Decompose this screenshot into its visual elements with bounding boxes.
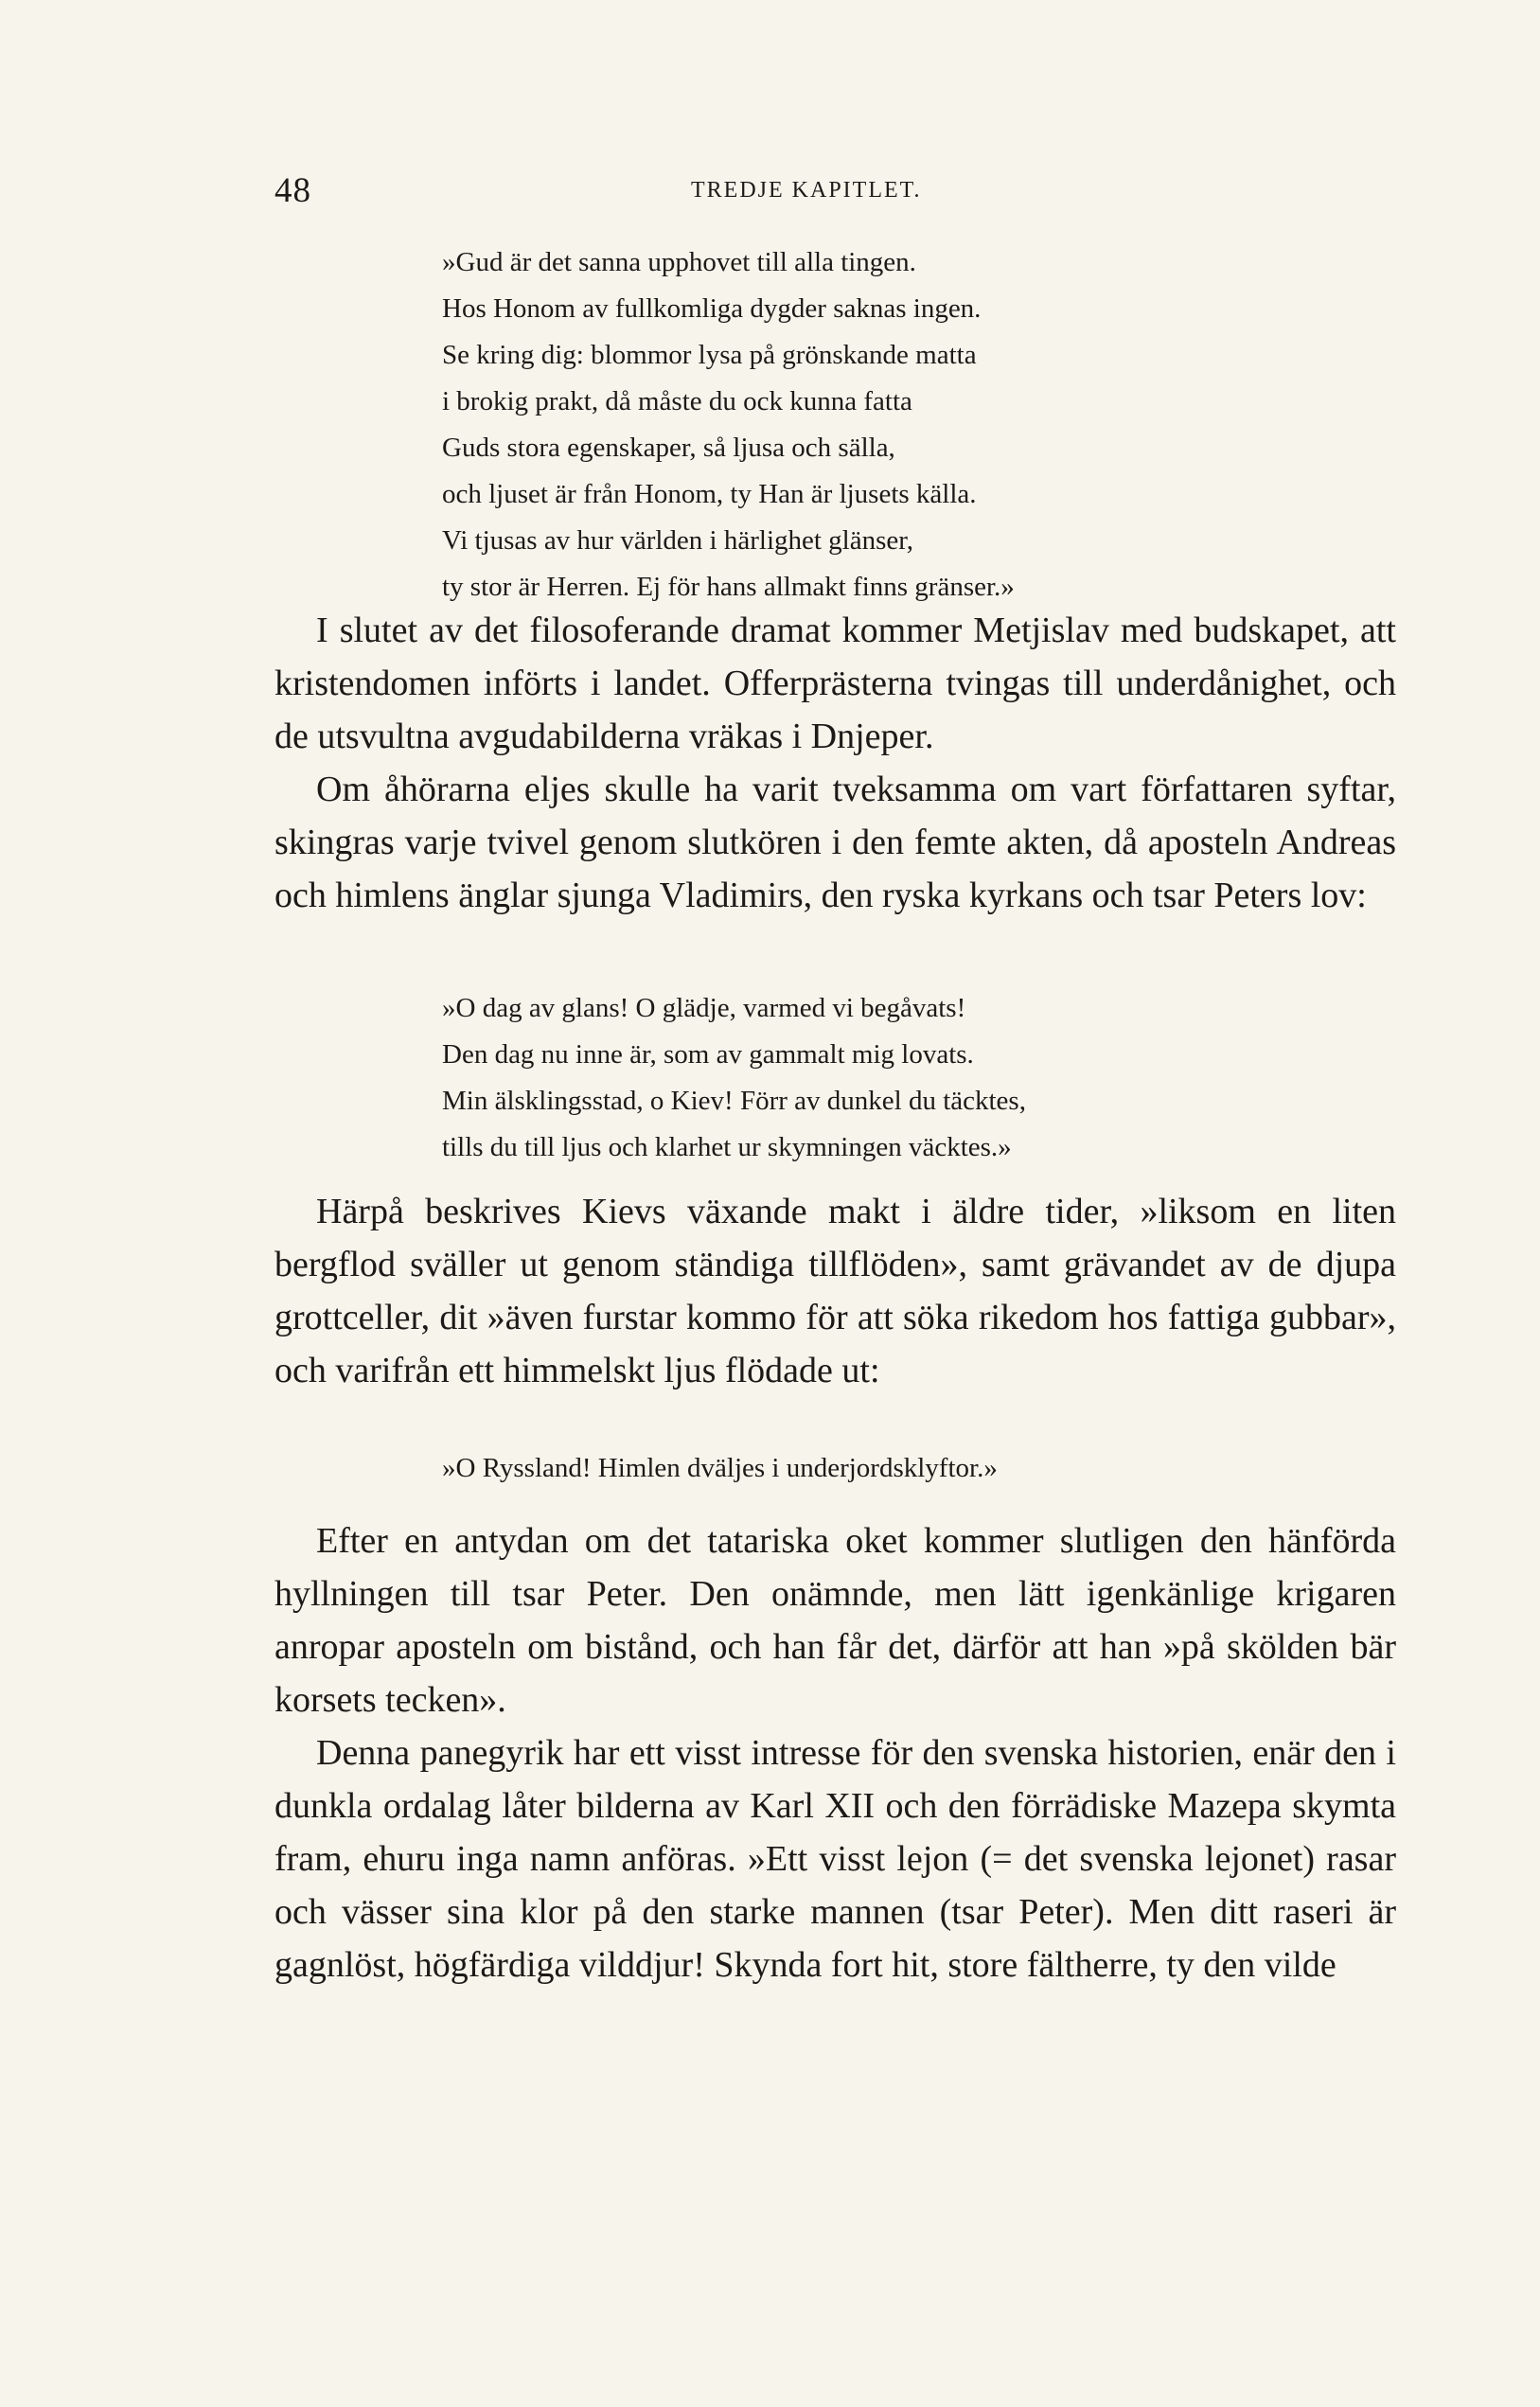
running-title: TREDJE KAPITLET. xyxy=(691,178,922,203)
page-header xyxy=(274,170,1230,227)
verse-block-2 xyxy=(442,985,1026,1171)
verse-line: »O dag av glans! O glädje, varmed vi begåvats! xyxy=(442,993,966,1023)
verse-line: Vi tjusas av hur världen i härlighet glänser, xyxy=(442,525,914,556)
verse-line: ty stor är Herren. Ej för hans allmakt finns gränser.» xyxy=(442,572,1015,602)
paragraph: Härpå beskrives Kievs växande makt i äldre tider, »liksom en liten bergflod sväller ut genom ständiga tillflöden», samt grävandet av de djupa grottceller, dit »även furstar kommo för att söka rikedom hos fattiga gubbar», och varifrån ett himmelskt ljus flödade ut: xyxy=(274,1192,1396,1390)
verse-line: Min älsklingsstad, o Kiev! Förr av dunkel du täcktes, xyxy=(442,1086,1026,1116)
verse-line: Hos Honom av fullkomliga dygder saknas ingen. xyxy=(442,293,982,324)
verse-line: i brokig prakt, då måste du ock kunna fatta xyxy=(442,386,912,416)
verse-line: »Gud är det sanna upphovet till alla tingen. xyxy=(442,247,916,277)
verse-line: Den dag nu inne är, som av gammalt mig lovats. xyxy=(442,1039,974,1070)
verse-line: Se kring dig: blommor lysa på grönskande matta xyxy=(442,340,977,370)
paragraph: I slutet av det filosoferande dramat kommer Metjislav med budskapet, att kristendomen införts i landet. Offerprästerna tvingas till underdånighet, och de utsvultna avgudabilderna vräkas i Dnjeper. xyxy=(274,611,1396,756)
page-number: 48 xyxy=(274,171,311,210)
paragraph: Denna panegyrik har ett visst intresse för den svenska historien, enär den i dunkla ordalag låter bilderna av Karl XII och den förrädiske Mazepa skymta fram, ehuru inga namn anföras. »Ett visst lejon (= det svenska lejonet) rasar och vässer sina klor på den starke mannen (tsar Peter). Men ditt raseri är gagnlöst, högfärdiga vilddjur! Skynda fort hit, store fältherre, ty den vilde xyxy=(274,1733,1396,1985)
verse-line: och ljuset är från Honom, ty Han är ljusets källa. xyxy=(442,479,977,509)
verse-block-1 xyxy=(442,239,1015,611)
paragraph: Om åhörarna eljes skulle ha varit tveksamma om vart författaren syftar, skingras varje tvivel genom slutkören i den femte akten, då aposteln Andreas och himlens änglar sjunga Vladimirs, den ryska kyrkans och tsar Peters lov: xyxy=(274,770,1396,915)
paragraph: Efter en antydan om det tatariska oket kommer slutligen den hänförda hyllningen till tsar Peter. Den onämnde, men lätt igenkänlige krigaren anropar aposteln om bistånd, och han får det, därför att han »på skölden bär korsets tecken». xyxy=(274,1521,1396,1720)
quote-line: »O Ryssland! Himlen dväljes i underjordsklyftor.» xyxy=(442,1453,998,1483)
verse-line: tills du till ljus och klarhet ur skymningen väcktes.» xyxy=(442,1132,1012,1162)
verse-line: Guds stora egenskaper, så ljusa och sälla, xyxy=(442,433,895,463)
